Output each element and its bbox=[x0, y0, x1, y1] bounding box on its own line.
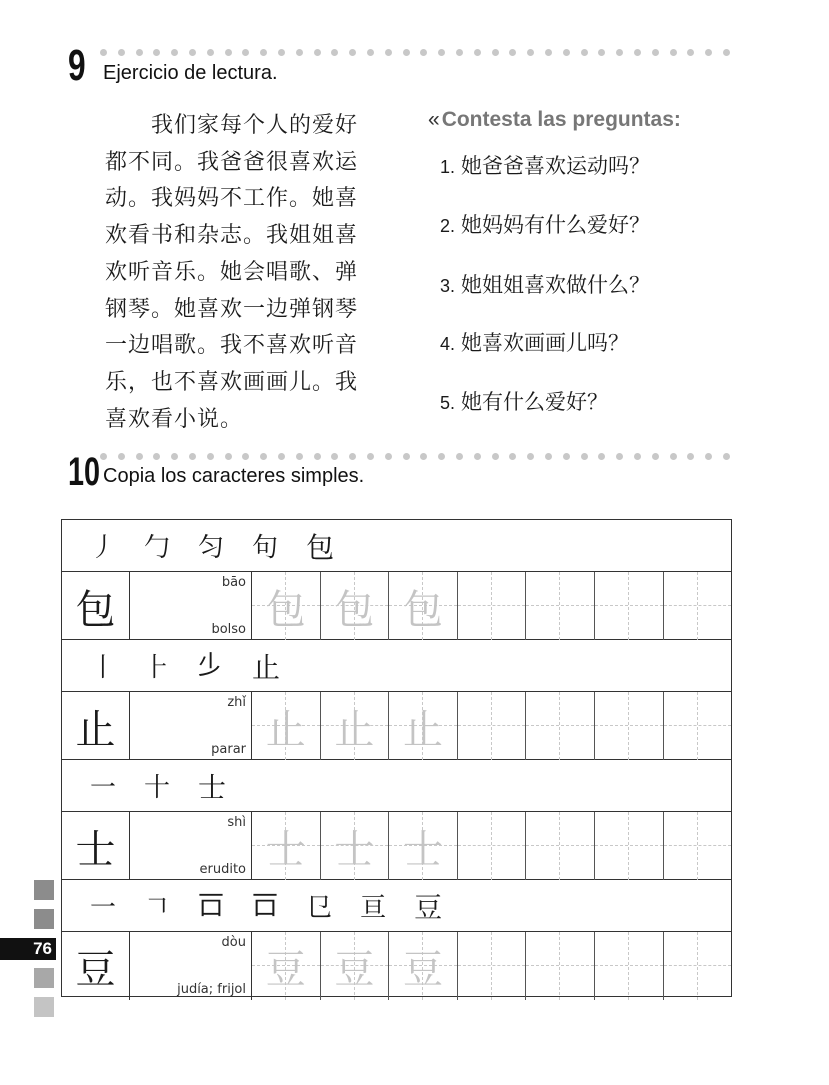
writing-box[interactable] bbox=[595, 692, 664, 760]
stroke-step: 勹 bbox=[144, 533, 171, 563]
stroke-step: 丨 bbox=[90, 653, 117, 683]
trace-character: 包 bbox=[334, 586, 375, 633]
character-row bbox=[62, 932, 731, 1000]
trace-box[interactable] bbox=[252, 692, 321, 760]
stroke-step: 包 bbox=[306, 530, 335, 564]
trace-box[interactable] bbox=[389, 692, 458, 760]
model-character: 包 bbox=[62, 572, 130, 640]
trace-character: 士 bbox=[334, 826, 375, 873]
margin-gray-block bbox=[34, 880, 54, 900]
writing-box[interactable] bbox=[526, 692, 595, 760]
stroke-step: 士 bbox=[198, 770, 227, 804]
stroke-order-row bbox=[62, 880, 731, 932]
question-text: 她爸爸喜欢运动吗？ bbox=[461, 154, 651, 178]
trace-character: 士 bbox=[402, 826, 443, 873]
stroke-step: 豆 bbox=[414, 890, 443, 924]
questions-header bbox=[428, 108, 681, 132]
double-chevron-left-icon: « bbox=[428, 108, 440, 131]
writing-box[interactable] bbox=[526, 932, 595, 1000]
stroke-step: 𠮛 bbox=[252, 891, 279, 921]
writing-box[interactable] bbox=[458, 812, 527, 880]
writing-box[interactable] bbox=[526, 572, 595, 640]
character-row bbox=[62, 572, 731, 640]
writing-box[interactable] bbox=[664, 692, 731, 760]
meaning-label: parar bbox=[211, 742, 246, 757]
stroke-step: 句 bbox=[252, 533, 279, 563]
margin-gray-block bbox=[34, 997, 54, 1017]
model-character: 士 bbox=[62, 812, 130, 880]
writing-box[interactable] bbox=[664, 812, 731, 880]
writing-box[interactable] bbox=[458, 932, 527, 1000]
section-9-dotted-divider bbox=[100, 47, 730, 57]
character-info-cell bbox=[130, 932, 252, 1000]
trace-box[interactable] bbox=[321, 812, 390, 880]
trace-box[interactable] bbox=[252, 812, 321, 880]
question-item bbox=[440, 209, 650, 239]
reading-line: 欢看书和杂志。我姐姐喜 bbox=[105, 223, 359, 249]
reading-line: 我们家每个人的爱好 bbox=[105, 113, 359, 138]
writing-box[interactable] bbox=[664, 932, 731, 1000]
question-number: 3. bbox=[440, 276, 456, 296]
question-number: 2. bbox=[440, 216, 456, 236]
character-row bbox=[62, 812, 731, 880]
meaning-label: erudito bbox=[199, 862, 246, 877]
trace-box[interactable] bbox=[321, 692, 390, 760]
stroke-step: 一 bbox=[90, 893, 117, 923]
trace-character: 士 bbox=[265, 826, 306, 873]
trace-character: 豆 bbox=[334, 946, 375, 993]
trace-box[interactable] bbox=[252, 932, 321, 1000]
writing-box[interactable] bbox=[526, 812, 595, 880]
margin-gray-block bbox=[34, 968, 54, 988]
pinyin-label: bāo bbox=[221, 575, 246, 590]
margin-gray-block bbox=[34, 909, 54, 929]
trace-box[interactable] bbox=[389, 932, 458, 1000]
trace-character: 止 bbox=[402, 706, 443, 753]
stroke-step: 𣥂 bbox=[198, 651, 225, 681]
pinyin-label: zhǐ bbox=[227, 695, 246, 710]
trace-box[interactable] bbox=[321, 572, 390, 640]
character-info-cell bbox=[130, 812, 252, 880]
reading-line: 钢琴。她喜欢一边弹钢琴 bbox=[105, 296, 359, 322]
section-10-title: Copia los caracteres simples. bbox=[103, 465, 365, 487]
model-character: 豆 bbox=[62, 932, 130, 1000]
model-character: 止 bbox=[62, 692, 130, 760]
question-item bbox=[440, 327, 629, 357]
meaning-label: bolso bbox=[211, 622, 246, 637]
question-item bbox=[440, 386, 608, 416]
trace-character: 止 bbox=[334, 706, 375, 753]
trace-box[interactable] bbox=[252, 572, 321, 640]
question-number: 5. bbox=[440, 393, 456, 413]
question-text: 她有什么爱好？ bbox=[461, 390, 609, 414]
reading-line: 乐，也不喜欢画画儿。我 bbox=[105, 369, 359, 395]
writing-box[interactable] bbox=[595, 572, 664, 640]
reading-line: 一边唱歌。我不喜欢听音 bbox=[105, 333, 359, 359]
reading-line: 都不同。我爸爸很喜欢运 bbox=[105, 149, 359, 175]
question-item bbox=[440, 150, 650, 180]
stroke-step: 丿 bbox=[90, 533, 117, 563]
reading-passage bbox=[105, 108, 405, 438]
question-number: 4. bbox=[440, 334, 456, 354]
trace-box[interactable] bbox=[389, 812, 458, 880]
trace-character: 止 bbox=[265, 706, 306, 753]
stroke-order-row bbox=[62, 520, 731, 572]
reading-line: 喜欢看小说。 bbox=[105, 406, 244, 432]
trace-character: 豆 bbox=[402, 946, 443, 993]
writing-box[interactable] bbox=[458, 692, 527, 760]
reading-line: 动。我妈妈不工作。她喜 bbox=[105, 186, 359, 212]
trace-character: 豆 bbox=[265, 946, 306, 993]
question-text: 她姐姐喜欢做什么？ bbox=[461, 273, 651, 297]
section-10-number: 10 bbox=[68, 450, 101, 494]
question-number: 1. bbox=[440, 157, 456, 177]
trace-box[interactable] bbox=[389, 572, 458, 640]
stroke-step: 㔾 bbox=[306, 893, 333, 923]
stroke-order-row bbox=[62, 640, 731, 692]
question-text: 她喜欢画画儿吗？ bbox=[461, 331, 630, 355]
writing-box[interactable] bbox=[458, 572, 527, 640]
stroke-order-row bbox=[62, 760, 731, 812]
trace-character: 包 bbox=[402, 586, 443, 633]
stroke-step: 𠃍 bbox=[144, 893, 171, 923]
character-info-cell bbox=[130, 572, 252, 640]
stroke-step: 一 bbox=[90, 773, 117, 803]
character-practice-table bbox=[61, 519, 732, 997]
stroke-step: 𠮛 bbox=[198, 891, 225, 921]
writing-box[interactable] bbox=[595, 932, 664, 1000]
section-10-dotted-divider bbox=[100, 451, 730, 461]
stroke-step: ⺊ bbox=[144, 653, 171, 683]
section-9-title: Ejercicio de lectura. bbox=[103, 62, 278, 84]
trace-character: 包 bbox=[265, 586, 306, 633]
question-text: 她妈妈有什么爱好？ bbox=[461, 213, 651, 237]
pinyin-label: dòu bbox=[221, 935, 246, 950]
writing-box[interactable] bbox=[664, 572, 731, 640]
questions-header-text: Contesta las preguntas: bbox=[441, 108, 681, 131]
character-row bbox=[62, 692, 731, 760]
trace-box[interactable] bbox=[321, 932, 390, 1000]
writing-box[interactable] bbox=[595, 812, 664, 880]
stroke-step: 亘 bbox=[360, 893, 387, 923]
stroke-step: 匀 bbox=[198, 533, 225, 563]
page-number: 76 bbox=[0, 938, 56, 960]
section-9-number: 9 bbox=[68, 41, 86, 90]
stroke-step: 十 bbox=[144, 773, 171, 803]
meaning-label: judía; frijol bbox=[177, 982, 246, 997]
stroke-step: 止 bbox=[252, 650, 281, 684]
reading-line: 欢听音乐。她会唱歌、弹 bbox=[105, 259, 359, 285]
character-info-cell bbox=[130, 692, 252, 760]
question-item bbox=[440, 269, 650, 299]
pinyin-label: shì bbox=[227, 815, 246, 830]
